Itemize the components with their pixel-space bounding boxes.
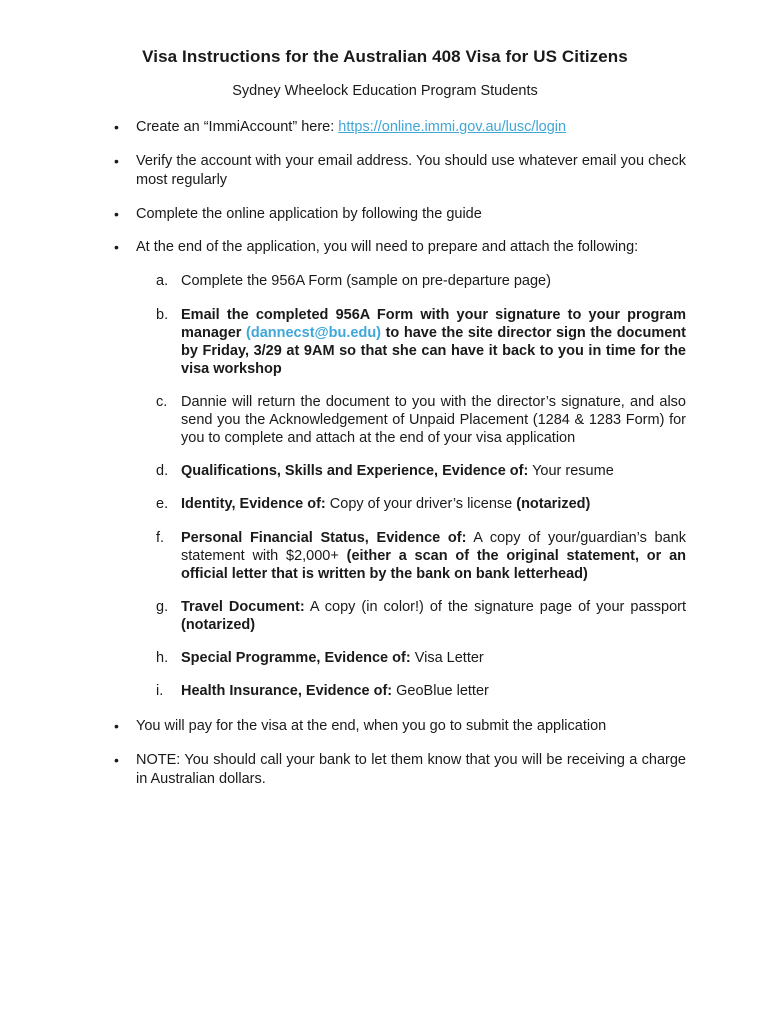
bullet-icon: • [114, 153, 119, 169]
program-manager-email-link[interactable]: (dannecst@bu.edu) [246, 325, 382, 341]
list-item-b [156, 306, 686, 378]
list-marker: b. [156, 307, 169, 323]
list-marker: g. [156, 599, 169, 615]
bullet-note-bank [114, 751, 686, 789]
bullet-icon: • [114, 206, 119, 222]
list-marker: c. [156, 394, 168, 410]
list-marker: e. [156, 496, 169, 512]
list-marker: f. [156, 530, 165, 546]
list-item-text: Dannie will return the document to you with the director’s signature, and also send you the Acknowledgement of Unpaid Placement (1284 & 1283 Form) for you to complete and attach at the end of your visa application [181, 394, 686, 446]
document-subtitle: Sydney Wheelock Education Program Students [232, 83, 538, 99]
list-marker: i. [156, 683, 164, 699]
list-item-f [156, 529, 686, 583]
list-item-c [156, 393, 686, 447]
list-marker: h. [156, 650, 169, 666]
list-item-i [156, 682, 686, 700]
list-item-d [156, 462, 686, 480]
list-item-label: Travel Document: [181, 599, 305, 615]
bullet-icon: • [114, 239, 119, 255]
bullet-text: Create an “ImmiAccount” here: [136, 119, 339, 135]
list-item-e [156, 495, 686, 513]
list-item-label: Qualifications, Skills and Experience, Evidence of: [181, 463, 529, 479]
bullet-text: At the end of the application, you will need to prepare and attach the following: [136, 239, 639, 255]
list-item-a [156, 272, 686, 290]
list-item-bold-tail: (either a scan of the original statement, or an official letter that is written by the bank on bank letterhead) [181, 548, 686, 582]
immiaccount-link[interactable]: https://online.immi.gov.au/lusc/login [338, 119, 567, 135]
list-item-bold-text: to have the site director sign the document by Friday, 3/29 at 9AM so that she can have it back to you in time for the visa workshop [181, 325, 686, 377]
document-title: Visa Instructions for the Australian 408 Visa for US Citizens [142, 47, 628, 66]
list-item-bold-text: Email the completed 956A Form with your signature to your program manager [181, 307, 686, 341]
list-item-label: Health Insurance, Evidence of: [181, 683, 393, 699]
bullet-text: Complete the online application by following the guide [136, 206, 482, 222]
list-item-text: A copy of your/guardian’s bank statement with $2,000+ [181, 530, 686, 564]
list-item-text: Visa Letter [410, 650, 484, 666]
list-item-text: GeoBlue letter [392, 683, 489, 699]
list-marker: d. [156, 463, 169, 479]
bullet-text: NOTE: You should call your bank to let them know that you will be receiving a charge in Australian dollars. [136, 752, 686, 787]
list-item-bold-tail: (notarized) [516, 496, 591, 512]
list-item-h [156, 649, 686, 667]
bullet-complete-application [114, 205, 686, 224]
bullet-text: Verify the account with your email address. You should use whatever email you check most regularly [136, 153, 686, 188]
list-item-g [156, 598, 687, 634]
list-item-text: Copy of your driver’s license [325, 496, 517, 512]
list-marker: a. [156, 273, 169, 289]
bullet-attach-following [114, 238, 686, 257]
list-item-text: Your resume [528, 463, 614, 479]
bullet-text: You will pay for the visa at the end, when you go to submit the application [136, 718, 607, 734]
list-item-text: A copy (in color!) of the signature page of your passport [304, 599, 687, 615]
bullet-icon: • [114, 718, 119, 734]
bullet-icon: • [114, 752, 119, 768]
list-item-label: Special Programme, Evidence of: [181, 650, 411, 666]
list-item-label: Personal Financial Status, Evidence of: [181, 530, 467, 546]
bullet-pay-visa [114, 717, 686, 736]
bullet-verify-account [114, 152, 686, 190]
list-item-bold-tail: (notarized) [181, 617, 256, 633]
bullet-create-account [114, 118, 686, 137]
bullet-icon: • [114, 119, 119, 135]
list-item-text: Complete the 956A Form (sample on pre-departure page) [181, 273, 551, 289]
list-item-label: Identity, Evidence of: [181, 496, 326, 512]
